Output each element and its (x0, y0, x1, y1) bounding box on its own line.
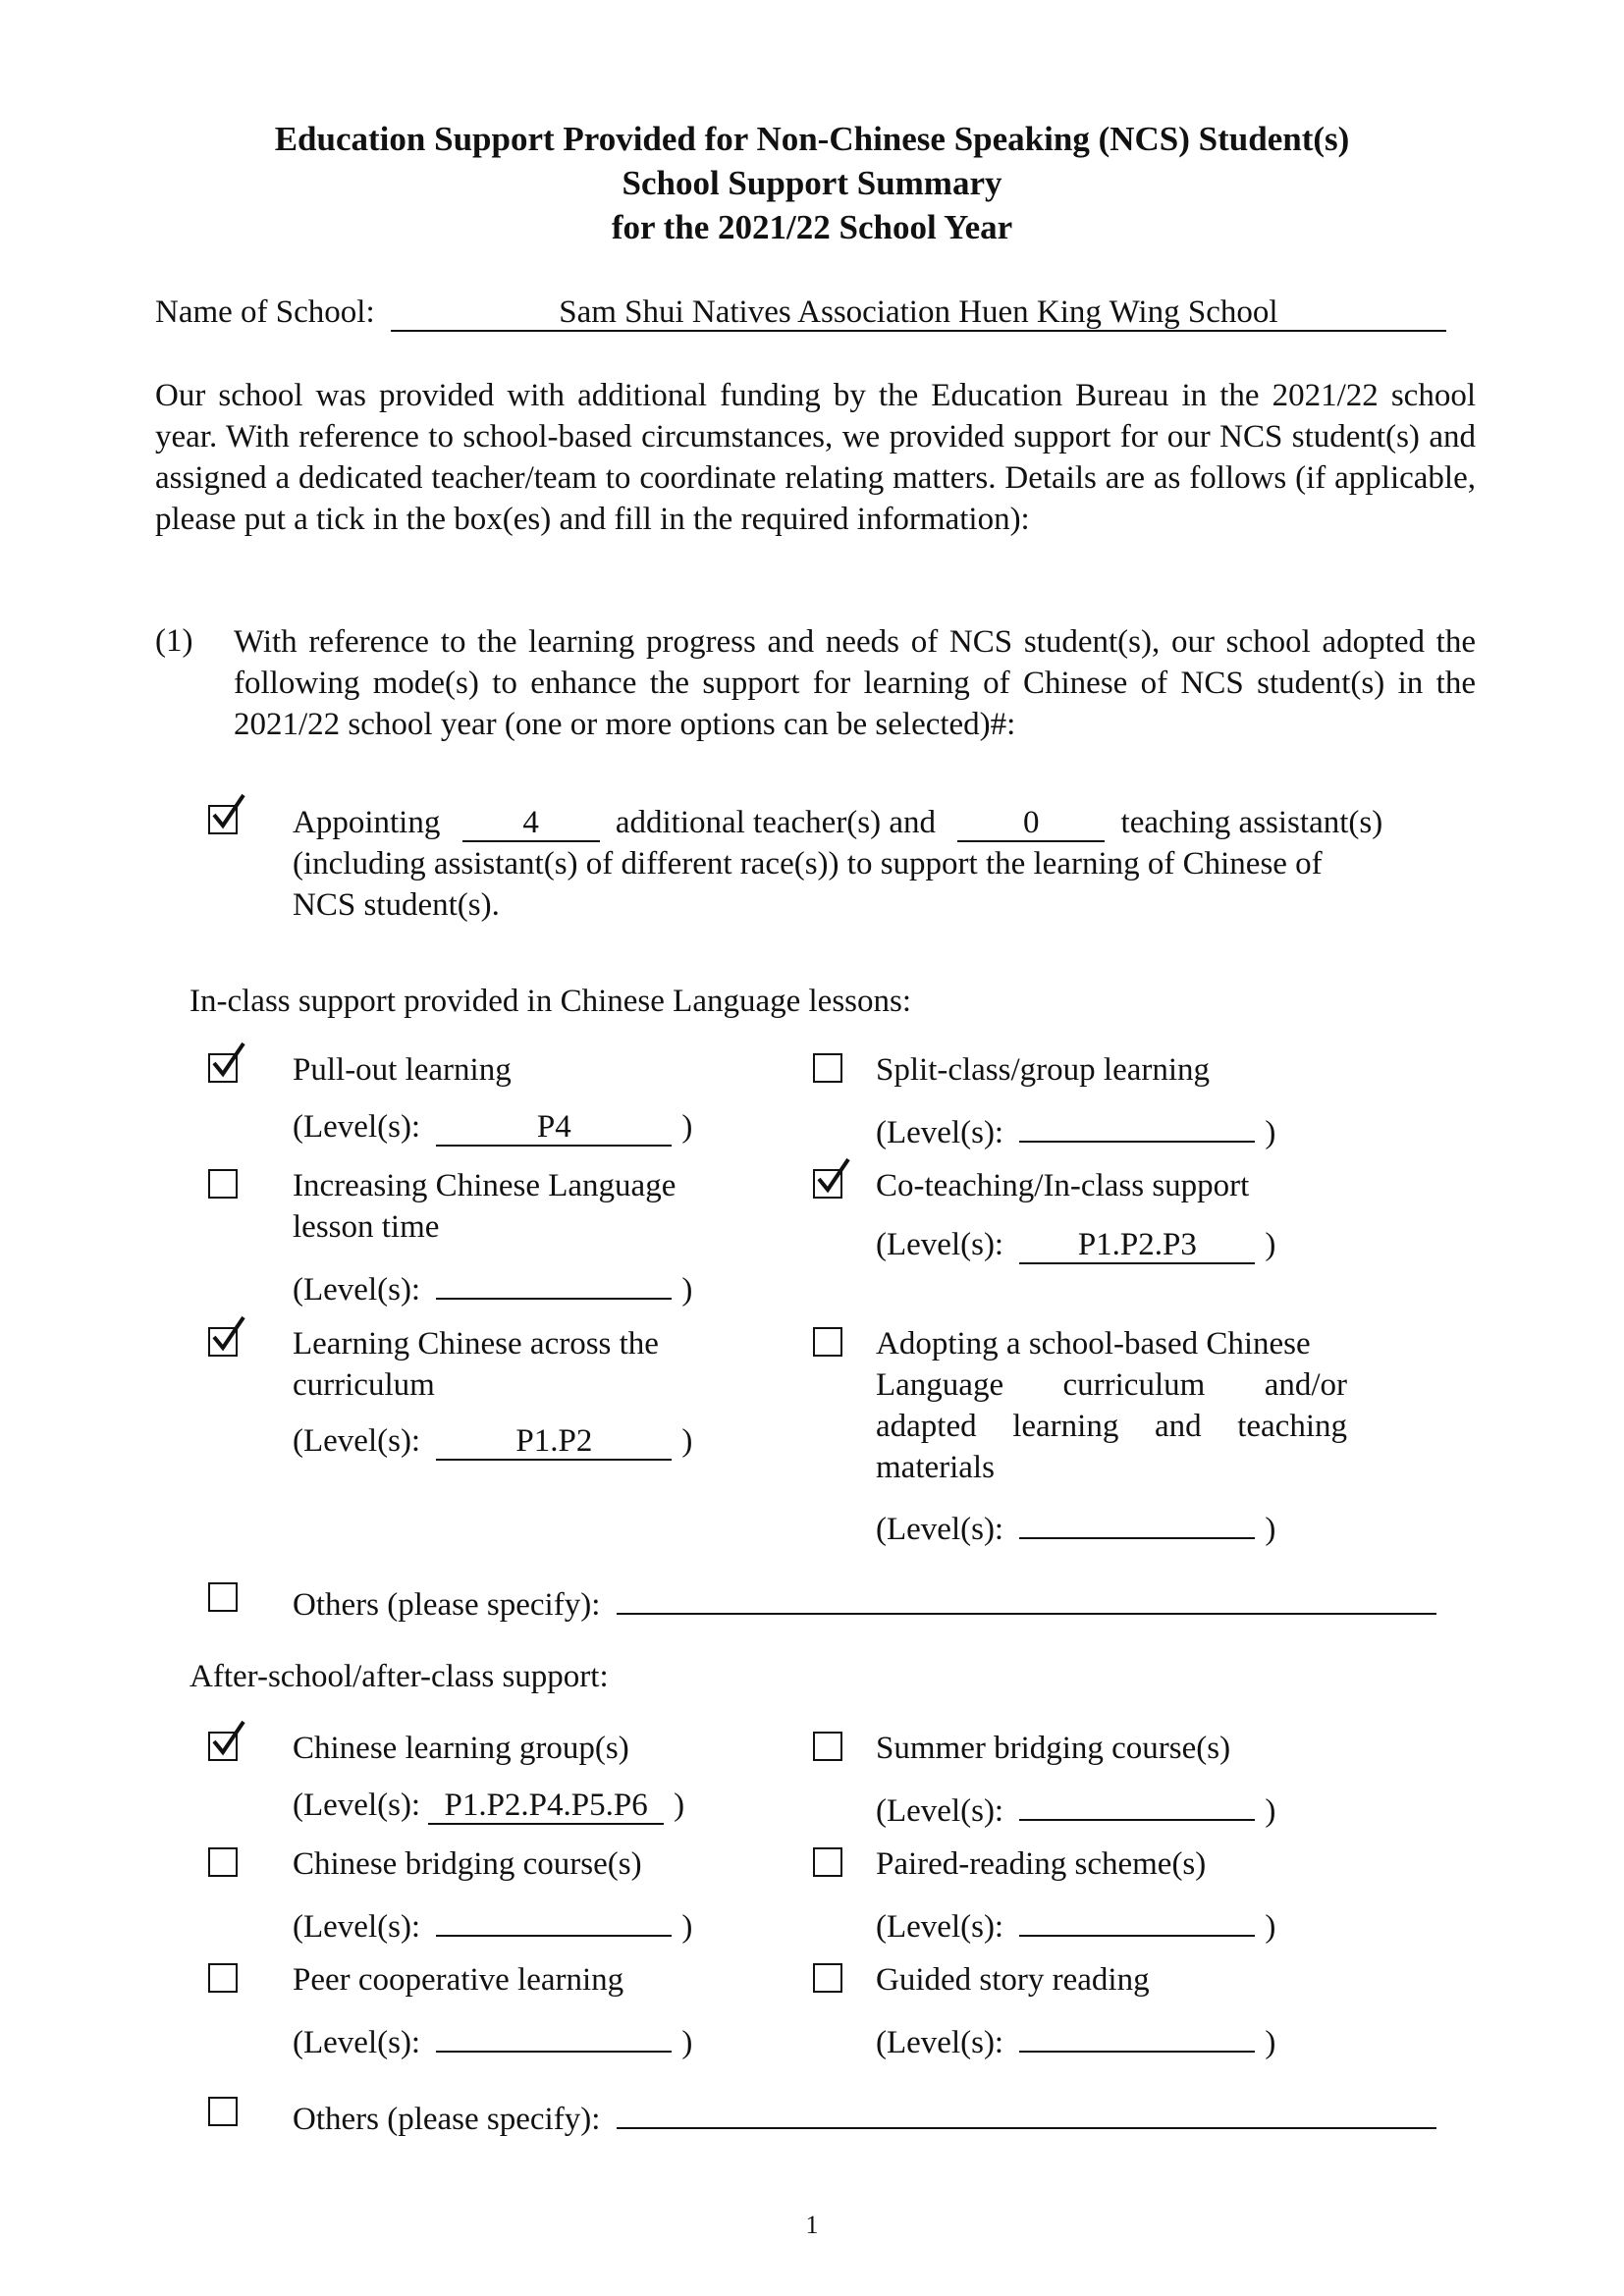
level-label: (Level(s): (876, 1115, 1004, 1150)
level-label: (Level(s): (293, 1788, 421, 1823)
school-based-label-3: adapted learning and teaching (876, 1409, 1347, 1444)
inclass-heading: In-class support provided in Chinese Language lessons: (189, 984, 912, 1019)
increasing-level-field[interactable] (436, 1264, 672, 1300)
page-number: 1 (805, 2211, 819, 2239)
inclass-others-field[interactable] (617, 1579, 1436, 1615)
split-class-level-row (876, 1107, 1275, 1152)
paired-reading-level-row (876, 1901, 1275, 1947)
section-number: (1) (155, 623, 193, 659)
pull-out-level-field[interactable]: P4 (436, 1111, 672, 1147)
tick-icon (208, 793, 247, 832)
close-paren: ) (1265, 1793, 1276, 1829)
school-based-level-row (876, 1504, 1275, 1549)
pull-out-checkbox[interactable] (208, 1053, 238, 1083)
level-label: (Level(s): (876, 1909, 1004, 1945)
chinese-bridging-level-row (293, 1901, 692, 1947)
co-teaching-checkbox[interactable] (813, 1169, 842, 1199)
inclass-others-row (293, 1579, 1436, 1625)
level-label: (Level(s): (876, 1512, 1004, 1547)
across-curriculum-checkbox[interactable] (208, 1327, 238, 1357)
split-class-label: Split-class/group learning (876, 1052, 1211, 1088)
close-paren: ) (681, 1909, 693, 1945)
intro-paragraph: Our school was provided with additional funding by the Education Bureau in the 2021/22 school year. With reference to school-based circumstances, we provided support for our NCS student(s) and assigned a dedicated teacher/team to coordinate relating matters. Details are as follows (if applicable, please put a tick in the box(es) and fill in the required information): (155, 378, 1476, 537)
level-label: (Level(s): (293, 2025, 421, 2060)
school-based-label-4: materials (876, 1450, 995, 1485)
split-class-checkbox[interactable] (813, 1053, 842, 1083)
assistants-count-field[interactable]: 0 (957, 807, 1105, 842)
close-paren: ) (1265, 1512, 1276, 1547)
chinese-bridging-label: Chinese bridging course(s) (293, 1846, 642, 1882)
increasing-label-2: lesson time (293, 1209, 440, 1245)
learning-group-level-row (293, 1786, 684, 1825)
close-paren: ) (1265, 2025, 1276, 2060)
increasing-label-1: Increasing Chinese Language (293, 1168, 677, 1203)
appointing-line2: (including assistant(s) of different race(s)) to support the learning of Chinese of (293, 846, 1323, 881)
co-teaching-label: Co-teaching/In-class support (876, 1168, 1250, 1203)
page-subtitle: School Support Summary (622, 164, 1002, 202)
close-paren: ) (1265, 1115, 1276, 1150)
page-title: Education Support Provided for Non-Chinese Speaking (NCS) Student(s) (274, 120, 1350, 158)
inclass-others-checkbox[interactable] (208, 1582, 238, 1612)
guided-reading-label: Guided story reading (876, 1962, 1150, 1998)
across-curriculum-level-field[interactable]: P1.P2 (436, 1425, 672, 1461)
appointing-line3: NCS student(s). (293, 887, 500, 923)
school-year-title: for the 2021/22 School Year (611, 208, 1013, 246)
across-curriculum-label-1: Learning Chinese across the (293, 1326, 659, 1362)
learning-group-checkbox[interactable] (208, 1732, 238, 1761)
appointing-checkbox[interactable] (208, 805, 238, 834)
across-curriculum-label-2: curriculum (293, 1367, 435, 1403)
level-label: (Level(s): (876, 1793, 1004, 1829)
afterschool-others-label: Others (please specify): (293, 2102, 601, 2137)
peer-cooperative-checkbox[interactable] (208, 1963, 238, 1993)
tick-icon (208, 1041, 247, 1081)
pull-out-label: Pull-out learning (293, 1052, 512, 1088)
afterschool-others-checkbox[interactable] (208, 2097, 238, 2126)
peer-cooperative-level-field[interactable] (436, 2017, 672, 2053)
across-curriculum-level-row (293, 1421, 692, 1461)
close-paren: ) (1265, 1227, 1276, 1262)
level-label: (Level(s): (293, 1109, 421, 1145)
peer-cooperative-level-row (293, 2017, 692, 2062)
section-text: With reference to the learning progress and needs of NCS student(s), our school adopted the following mode(s) to enhance the support for learning of Chinese of NCS student(s) in the 2021/22 school year (one or more options can be selected)#: (234, 624, 1476, 742)
school-based-level-field[interactable] (1019, 1504, 1255, 1539)
school-name-row (155, 293, 1446, 332)
school-based-checkbox[interactable] (813, 1327, 842, 1357)
guided-reading-level-row (876, 2017, 1275, 2062)
summer-bridging-level-row (876, 1786, 1275, 1831)
appointing-text: Appointing (293, 805, 441, 840)
learning-group-level-field[interactable]: P1.P2.P4.P5.P6 (428, 1789, 664, 1825)
increasing-checkbox[interactable] (208, 1169, 238, 1199)
level-label: (Level(s): (876, 1227, 1004, 1262)
level-label: (Level(s): (293, 1272, 421, 1308)
level-label: (Level(s): (876, 2025, 1004, 2060)
close-paren: ) (681, 1423, 693, 1459)
summer-bridging-level-field[interactable] (1019, 1786, 1255, 1821)
appointing-line1 (293, 803, 1382, 842)
guided-reading-level-field[interactable] (1019, 2017, 1255, 2053)
pull-out-level-row (293, 1107, 692, 1147)
close-paren: ) (681, 1272, 693, 1308)
paired-reading-level-field[interactable] (1019, 1901, 1255, 1937)
level-label: (Level(s): (293, 1909, 421, 1945)
chinese-bridging-checkbox[interactable] (208, 1847, 238, 1877)
paired-reading-checkbox[interactable] (813, 1847, 842, 1877)
summer-bridging-checkbox[interactable] (813, 1732, 842, 1761)
afterschool-heading: After-school/after-class support: (189, 1659, 609, 1694)
school-based-label-2: Language curriculum and/or (876, 1367, 1347, 1403)
guided-reading-checkbox[interactable] (813, 1963, 842, 1993)
teachers-count-field[interactable]: 4 (462, 807, 600, 842)
co-teaching-level-row (876, 1225, 1275, 1264)
paired-reading-label: Paired-reading scheme(s) (876, 1846, 1207, 1882)
tick-icon (208, 1720, 247, 1759)
close-paren: ) (1265, 1909, 1276, 1945)
split-class-level-field[interactable] (1019, 1107, 1255, 1143)
peer-cooperative-label: Peer cooperative learning (293, 1962, 624, 1998)
co-teaching-level-field[interactable]: P1.P2.P3 (1019, 1229, 1255, 1264)
tick-icon (208, 1315, 247, 1355)
tick-icon (813, 1157, 852, 1197)
close-paren: ) (681, 2025, 693, 2060)
increasing-level-row (293, 1264, 692, 1309)
learning-group-label: Chinese learning group(s) (293, 1731, 629, 1766)
school-name-field[interactable]: Sam Shui Natives Association Huen King Wing School (391, 296, 1446, 332)
inclass-others-label: Others (please specify): (293, 1587, 601, 1623)
chinese-bridging-level-field[interactable] (436, 1901, 672, 1937)
appointing-text-3: teaching assistant(s) (1120, 805, 1383, 840)
summer-bridging-label: Summer bridging course(s) (876, 1731, 1231, 1766)
appointing-text-2: additional teacher(s) and (615, 805, 937, 840)
afterschool-others-row (293, 2094, 1436, 2139)
close-paren: ) (681, 1109, 693, 1145)
close-paren: ) (674, 1788, 685, 1823)
school-based-label-1: Adopting a school-based Chinese (876, 1326, 1311, 1362)
level-label: (Level(s): (293, 1423, 421, 1459)
afterschool-others-field[interactable] (617, 2094, 1436, 2129)
school-name-label: Name of School: (155, 294, 375, 330)
